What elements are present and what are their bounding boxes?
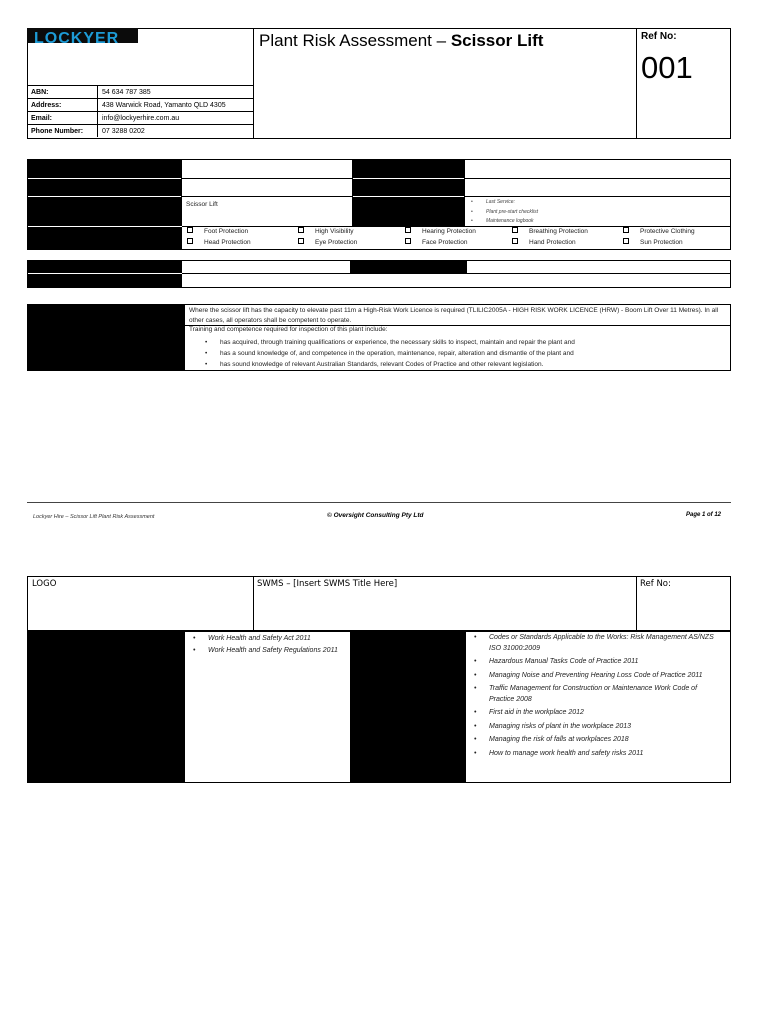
code-item: • How to manage work health and safety risks 2011 (469, 749, 724, 760)
redacted-label (352, 159, 465, 178)
company-details (27, 85, 254, 137)
footer-document-name: Lockyer Hire – Scissor Lift Plant Risk Assessment (33, 514, 155, 520)
swms-ref-label: Ref No: (640, 579, 671, 589)
code-item: • Managing risks of plant in the workplace 2013 (469, 722, 724, 733)
checkbox-icon[interactable] (405, 238, 411, 244)
footer-page-number: Page 1 of 12 (686, 512, 722, 518)
logo-cell (27, 28, 254, 85)
ref-label: Ref No: (641, 31, 677, 42)
code-item: • Managing the risk of falls at workplaces 2018 (469, 735, 724, 746)
checkbox-icon[interactable] (623, 238, 629, 244)
plant-field-cell (464, 178, 731, 197)
redacted-label (352, 197, 465, 226)
legislation-item: • Work Health and Safety Act 2011 (188, 633, 348, 645)
checkbox-icon[interactable] (623, 227, 629, 233)
checkbox-icon[interactable] (298, 227, 304, 233)
redacted-label (27, 304, 185, 371)
checkbox-icon[interactable] (405, 227, 411, 233)
ppe-col-3: Hearing Protection Face Protection (405, 226, 476, 248)
code-item: • First aid in the workplace 2012 (469, 708, 724, 719)
column-divider (636, 576, 637, 631)
ppe-col-2: High Visibility Eye Protection (298, 226, 357, 248)
redacted-label (27, 197, 182, 226)
company-row-address: Address: 438 Warwick Road, Yamanto QLD 4305 (27, 99, 254, 112)
redacted-label (27, 274, 182, 288)
page-title: Plant Risk Assessment – Scissor Lift (259, 31, 544, 50)
ppe-col-5: Protective Clothing Sun Protection (623, 226, 695, 248)
code-item: • Traffic Management for Construction or Maintenance Work Code of Practice 2008 (469, 684, 724, 705)
redacted-label (352, 179, 465, 196)
swms-title: SWMS – [Insert SWMS Title Here] (257, 579, 398, 589)
footer-copyright: © Oversight Consulting Pty Ltd (327, 512, 424, 519)
code-item: • Hazardous Manual Tasks Code of Practice 2011 (469, 657, 724, 668)
plant-field-cell (181, 178, 353, 197)
column-divider (253, 576, 254, 631)
redacted-label (27, 179, 182, 196)
footer-divider (27, 502, 731, 503)
ppe-col-4: Breathing Protection Hand Protection (512, 226, 588, 248)
codes-list (469, 633, 724, 762)
redacted-label (350, 260, 467, 273)
checkbox-icon[interactable] (512, 238, 518, 244)
checkbox-icon[interactable] (512, 227, 518, 233)
ppe-col-1: Foot Protection Head Protection (187, 226, 251, 248)
legislation-list (188, 633, 348, 656)
checkbox-icon[interactable] (187, 238, 193, 244)
row-divider (182, 273, 731, 274)
training-item: • has sound knowledge of relevant Australian Standards, relevant Codes of Practice and other relevant legislation. (200, 359, 730, 370)
title-cell (253, 28, 637, 139)
company-row-abn: ABN: 54 634 787 385 (27, 86, 254, 99)
training-item: • has a sound knowledge of, and competence in the operation, maintenance, repair, alteration and dismantle of the plant and (200, 348, 730, 359)
service-item: • Last Service: (466, 198, 538, 208)
code-item: • Codes or Standards Applicable to the Works: Risk Management AS/NZS ISO 31000:2009 (469, 633, 724, 654)
company-logo: LOCKYER (27, 28, 138, 43)
legislation-item: • Work Health and Safety Regulations 2011 (188, 645, 348, 657)
training-list (200, 337, 730, 370)
service-item: • Plant pre-start checklist (466, 208, 538, 218)
service-item: • Maintenance logbook (466, 217, 538, 227)
training-intro: Training and competence required for inspection of this plant include: (189, 326, 388, 333)
plant-item: Scissor Lift (186, 201, 218, 208)
logo-placeholder: LOGO (32, 579, 57, 589)
ref-number: 001 (641, 50, 693, 85)
training-item: • has acquired, through training qualifications or experience, the necessary skills to inspect, maintain and repair the plant and (200, 337, 730, 348)
licence-requirement: Where the scissor lift has the capacity to elevate past 11m a High-Risk Work Licence is required (TLILIC2005A - HIGH RISK WORK LICENCE (HRW) - Boom Lift Over 11 Metres). In all other cases, all operators shall be competent to operate. (189, 307, 719, 324)
checkbox-icon[interactable] (187, 227, 193, 233)
redacted-label (350, 631, 466, 783)
code-item: • Managing Noise and Preventing Hearing Loss Code of Practice 2011 (469, 671, 724, 682)
redacted-label (27, 227, 182, 250)
company-row-phone: Phone Number: 07 3288 0202 (27, 125, 254, 138)
company-row-email: Email: info@lockyerhire.com.au (27, 112, 254, 125)
service-checklist (466, 198, 538, 227)
redacted-label (27, 159, 182, 178)
redacted-label (27, 631, 185, 783)
plant-field-cell (181, 159, 353, 179)
redacted-label (27, 260, 182, 273)
checkbox-icon[interactable] (298, 238, 304, 244)
